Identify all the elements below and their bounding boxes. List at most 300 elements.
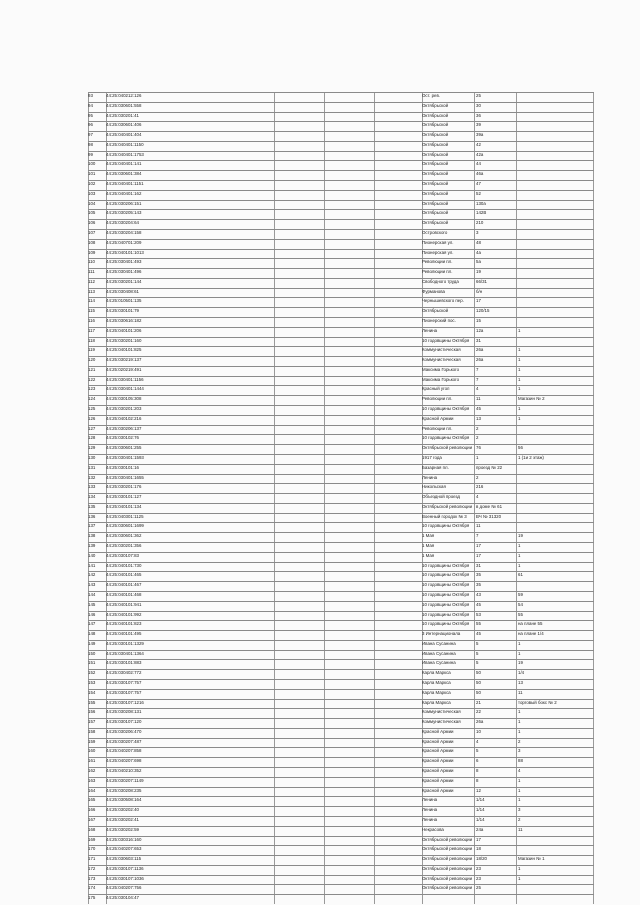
house-number: 216 <box>476 484 484 490</box>
row-number: 118 <box>88 337 95 343</box>
house-number: 66/31 <box>476 278 487 284</box>
street-name: Октябрьской <box>422 181 449 187</box>
cadastral-number: 44:25:040207:653 <box>106 846 142 852</box>
room-note: 59 <box>518 591 523 597</box>
house-number: 17 <box>476 298 481 304</box>
cadastral-number: 44:25:030105:308 <box>106 396 142 402</box>
street-name: Ленина <box>422 474 438 480</box>
row-number: 103 <box>88 190 96 196</box>
cadastral-number: 44:25:040401:1150 <box>106 141 144 147</box>
house-number: 53 <box>476 611 481 617</box>
row-number: 130 <box>88 454 96 460</box>
street-name: Октябрьской <box>422 132 449 138</box>
cadastral-number: 44:25:030402:772 <box>106 670 142 676</box>
room-note: на плане 1/4 <box>518 631 544 637</box>
street-name: Объездной проезд <box>422 494 460 500</box>
cadastral-number: 44:25:040102:216 <box>106 415 142 421</box>
house-number: 24a <box>476 826 484 832</box>
house-number: 21 <box>476 699 481 705</box>
house-number: 25 <box>476 885 481 891</box>
row-number: 172 <box>88 865 96 871</box>
house-number: 12a <box>476 327 484 333</box>
street-name: Октябрьской <box>422 308 449 314</box>
room-note: 3 <box>518 807 521 813</box>
cadastral-number: 44:25:040401:162 <box>106 190 142 196</box>
row-number: 164 <box>88 787 96 793</box>
cadastral-number: 44:25:040210:352 <box>106 768 142 774</box>
row-number: 168 <box>88 826 96 832</box>
house-number: 1 <box>476 454 479 460</box>
cadastral-number: 44:25:040101:206 <box>106 327 142 333</box>
house-number: 18 <box>476 846 481 852</box>
row-number: 134 <box>88 494 96 500</box>
cadastral-number: 44:25:040207:756 <box>106 885 142 891</box>
house-number: 46a <box>476 171 484 177</box>
cadastral-number: 44:25:040207:698 <box>106 758 142 764</box>
cadastral-number: 44:25:030107:1216 <box>106 699 144 705</box>
cadastral-number: 44:25:030208:131 <box>106 709 142 715</box>
cadastral-number: 44:25:040401:141 <box>106 161 142 167</box>
cadastral-number: 44:25:030107:120 <box>106 719 142 725</box>
inventory-table <box>88 92 594 904</box>
row-number: 93 <box>88 93 93 98</box>
house-number: 45 <box>476 406 481 412</box>
street-name: Карла Маркса <box>422 689 451 695</box>
street-name: 10 годовщины Октября <box>422 406 470 412</box>
row-number: 171 <box>88 856 96 862</box>
house-number: 8 <box>476 768 479 774</box>
house-number: 76 <box>476 445 481 451</box>
row-number: 122 <box>88 376 96 382</box>
cadastral-number: 44:25:040401:1151 <box>106 181 144 187</box>
table-row <box>88 894 594 905</box>
street-name: Максима Горького <box>422 366 460 372</box>
row-number: 110 <box>88 259 95 265</box>
room-note: 13 <box>518 679 523 685</box>
house-number: 5 <box>476 748 479 754</box>
row-number: 160 <box>88 748 96 754</box>
cadastral-number: 44:25:030616:182 <box>106 318 142 323</box>
street-name: Октябрьской революции <box>422 503 473 509</box>
row-number: 146 <box>88 611 96 617</box>
cadastral-number: 44:25:030101:16 <box>106 464 139 470</box>
row-number: 102 <box>88 181 96 187</box>
room-note: 1/4 <box>518 670 525 676</box>
cadastral-number: 44:25:040401:404 <box>106 132 142 138</box>
street-name: Пионерский пос. <box>422 318 456 323</box>
house-number: 4 <box>476 386 479 392</box>
room-note: 55 <box>518 611 523 617</box>
street-name: Красной Армии <box>422 758 454 764</box>
row-number: 128 <box>88 435 96 441</box>
street-name: 10 годовщины Октября <box>422 621 470 627</box>
room-note: 19 <box>518 533 523 539</box>
street-name: Карла Маркса <box>422 670 451 676</box>
room-note: 1 <box>518 562 521 568</box>
cadastral-number: 44:25:030601:406 <box>106 122 142 128</box>
room-note: 3 <box>518 748 521 754</box>
house-number: 52 <box>476 190 481 196</box>
house-number: 7 <box>476 533 479 539</box>
cadastral-number: 44:25:040101:823 <box>106 621 142 627</box>
street-name: 10 годовщины Октября <box>422 562 470 568</box>
house-number: 4a <box>476 249 481 255</box>
street-name: Ивана Сусанина <box>422 660 456 666</box>
row-number: 108 <box>88 239 96 245</box>
row-number: 140 <box>88 552 96 558</box>
street-name: Красной Армии <box>422 728 454 734</box>
house-number: 120/15 <box>476 308 490 314</box>
house-number: 6 <box>476 758 479 764</box>
room-note: 61 <box>518 572 523 578</box>
street-name: Ивана Сусанина <box>422 650 456 656</box>
house-number: 7 <box>476 366 479 372</box>
street-name: Октябрьской революции <box>422 856 473 862</box>
room-note: 1 <box>518 865 521 871</box>
cadastral-number: 44:25:030107:757 <box>106 689 142 695</box>
room-note: 1 <box>518 719 521 725</box>
row-number: 175 <box>88 895 96 901</box>
cadastral-number: 44:25:030107:83 <box>106 552 139 558</box>
house-number: 11 <box>476 523 481 529</box>
cadastral-number: 44:25:030601:362 <box>106 533 142 539</box>
cadastral-number: 44:25:030603:115 <box>106 856 142 862</box>
street-name: Чернышевского пер. <box>422 298 464 304</box>
house-number: 36 <box>476 112 481 118</box>
street-name: Ленина <box>422 797 438 803</box>
cadastral-number: 44:25:010501:135 <box>106 298 142 304</box>
cadastral-number: 44:25:030107:1036 <box>106 875 144 881</box>
row-number: 120 <box>88 357 96 363</box>
cadastral-number: 44:25:030104:47 <box>106 895 139 901</box>
cadastral-number: 44:25:030401:1444 <box>106 386 144 392</box>
street-name: Ост. рев. <box>422 93 441 98</box>
cadastral-number: 44:25:030408:61 <box>106 288 139 294</box>
street-name: Октябрьской революции <box>422 865 473 871</box>
row-number: 99 <box>88 151 93 157</box>
row-number: 155 <box>88 699 96 705</box>
street-name: Фурманова <box>422 288 445 294</box>
room-note: 2 <box>518 738 521 744</box>
street-name: Октябрьской <box>422 151 449 157</box>
row-number: 119 <box>88 347 95 353</box>
cadastral-number: 44:25:030101:1329 <box>106 640 144 646</box>
row-number: 115 <box>88 308 95 314</box>
cadastral-number: 44:25:030401:493 <box>106 259 142 265</box>
cadastral-number: 44:25:030206:151 <box>106 200 142 206</box>
street-name: Революции пл. <box>422 425 453 431</box>
row-number: 123 <box>88 386 96 392</box>
house-number: 4 <box>476 738 479 744</box>
row-number: 139 <box>88 543 96 549</box>
row-number: 161 <box>88 758 96 764</box>
street-name: Октябрьской <box>422 102 449 108</box>
street-name: Октябрьской революции <box>422 885 473 891</box>
house-number: 5a <box>476 259 481 265</box>
house-number: 47 <box>476 181 481 187</box>
room-note: 1 <box>518 415 521 421</box>
street-name: 10 годовщины Октября <box>422 611 470 617</box>
room-note: Магазин № 1 <box>518 856 545 862</box>
house-number: 42 <box>476 141 481 147</box>
street-name: Октябрьской <box>422 171 449 177</box>
row-number: 105 <box>88 210 96 216</box>
row-number: 144 <box>88 591 96 597</box>
row-number: 148 <box>88 631 96 637</box>
cadastral-number: 44:25:030204:158 <box>106 229 142 235</box>
cadastral-number: 44:25:030601:384 <box>106 171 142 177</box>
house-number: 31 <box>476 562 481 568</box>
street-name: Октябрьской <box>422 200 449 206</box>
room-note: 54 <box>518 601 523 607</box>
room-note: 1 <box>518 347 521 353</box>
street-name: Островского <box>422 229 448 235</box>
cadastral-number: 44:25:030101:883 <box>106 660 142 666</box>
house-number: 7 <box>476 376 479 382</box>
street-name: Базарная пл. <box>422 464 449 470</box>
house-number: 1/14 <box>476 807 485 813</box>
house-number: 35 <box>476 572 481 578</box>
cadastral-number: 44:25:030508:164 <box>106 797 142 803</box>
cadastral-number: 44:25:030601:1699 <box>106 523 144 529</box>
street-name: Свободного труда <box>422 278 459 284</box>
cadastral-number: 44:25:030107:1136 <box>106 865 144 871</box>
house-number: 30 <box>476 102 481 108</box>
room-note: 1 <box>518 728 521 734</box>
street-name: 10 годовщины Октября <box>422 572 470 578</box>
row-number: 157 <box>88 719 96 725</box>
cadastral-number: 44:25:030202:41 <box>106 816 139 822</box>
room-note: на плане 55 <box>518 621 543 627</box>
cadastral-number: 44:25:030205:143 <box>106 210 142 216</box>
room-note: 1 <box>518 650 521 656</box>
row-number: 111 <box>88 269 95 275</box>
room-note: торговый бокс № 2 <box>518 699 557 705</box>
street-name: Некрасова <box>422 826 444 832</box>
row-number: 142 <box>88 572 96 578</box>
street-name: Красной Армии <box>422 738 454 744</box>
street-name: Революции пл. <box>422 269 453 275</box>
street-name: Максима Горького <box>422 376 460 382</box>
cadastral-number: 44:25:030102:76 <box>106 435 139 441</box>
row-number: 107 <box>88 229 96 235</box>
cadastral-number: 44:25:040301:1125 <box>106 513 144 519</box>
house-number: в доме № 61 <box>476 503 503 509</box>
house-number: ВЧ № 31320 <box>476 513 502 519</box>
cadastral-number: 44:25:030601:558 <box>106 102 142 108</box>
cadastral-number: 44:25:040101:941 <box>106 601 142 607</box>
house-number: 25 <box>476 93 481 98</box>
room-note: 1 <box>518 357 521 363</box>
cadastral-number: 44:25:040401:1753 <box>106 151 144 157</box>
row-number: 154 <box>88 689 96 695</box>
street-name: Октябрьской <box>422 190 449 196</box>
row-number: 95 <box>88 112 93 118</box>
street-name: 10 годовщины Октября <box>422 591 470 597</box>
street-name: 1 Мая <box>422 543 435 549</box>
cadastral-number: 44:25:030401:1593 <box>106 454 144 460</box>
house-number: 48 <box>476 239 481 245</box>
row-number: 162 <box>88 768 96 774</box>
cadastral-number: 44:25:030202:40 <box>106 807 139 813</box>
street-name: Октябрьской <box>422 161 449 167</box>
cadastral-number: 44:25:030204:64 <box>106 220 139 226</box>
street-name: Октябрьской <box>422 141 449 147</box>
cadastral-number: 44:25:030207:487 <box>106 738 142 744</box>
room-note: 11 <box>518 689 523 695</box>
house-number: 15 <box>476 318 481 323</box>
room-note: 1 <box>518 875 521 881</box>
street-name: 10 годовщины Октября <box>422 601 470 607</box>
street-name: Пионерская ул. <box>422 239 454 245</box>
cadastral-number: 44:25:040212:126 <box>106 93 142 98</box>
row-number: 151 <box>88 660 96 666</box>
street-name: Карла Маркса <box>422 679 451 685</box>
street-name: 10 годовщины Октября <box>422 582 470 588</box>
house-number: 43 <box>476 591 481 597</box>
house-number: б/н <box>476 288 483 294</box>
cadastral-number: 44:25:030201:144 <box>106 278 142 284</box>
house-number: 17 <box>476 836 481 842</box>
house-number: 26a <box>476 357 484 363</box>
row-number: 158 <box>88 728 96 734</box>
cadastral-number: 44:25:030316:160 <box>106 836 142 842</box>
row-number: 169 <box>88 836 96 842</box>
street-name: Октябрьской <box>422 112 449 118</box>
row-number: 114 <box>88 298 95 304</box>
street-name: 10 годовщины Октября <box>422 523 470 529</box>
cadastral-number: 44:25:040101:465 <box>106 572 142 578</box>
street-name: Коммунистическая <box>422 347 461 353</box>
street-name: Карла Маркса <box>422 699 451 705</box>
street-name: Красной Армии <box>422 748 454 754</box>
cadastral-number: 44:25:030101:79 <box>106 308 139 314</box>
row-number: 163 <box>88 777 96 783</box>
house-number: 11 <box>476 396 481 402</box>
house-number: 13 <box>476 415 481 421</box>
cadastral-number: 44:25:030201:356 <box>106 543 142 549</box>
cadastral-number: 44:25:030219:137 <box>106 357 142 363</box>
row-number: 152 <box>88 670 96 676</box>
row-number: 156 <box>88 709 96 715</box>
street-name: Октябрьской революции <box>422 836 473 842</box>
house-number: 50 <box>476 689 481 695</box>
street-name: Революции пл. <box>422 259 453 265</box>
row-number: 129 <box>88 445 96 451</box>
room-note: 1 <box>518 386 521 392</box>
street-name: Красный угол <box>422 386 450 392</box>
row-number: 106 <box>88 220 96 226</box>
room-note: 2 <box>518 816 521 822</box>
cadastral-number: 44:25:030208:235 <box>106 787 142 793</box>
row-number: 174 <box>88 885 96 891</box>
street-name: Революции пл. <box>422 396 453 402</box>
row-number: 153 <box>88 679 96 685</box>
row-number: 112 <box>88 278 95 284</box>
cadastral-number: 44:25:040701:209 <box>106 239 142 245</box>
row-number: 133 <box>88 484 96 490</box>
house-number: проезд № 22 <box>476 464 503 470</box>
street-name: Ленина <box>422 816 438 822</box>
row-number: 166 <box>88 807 96 813</box>
row-number: 145 <box>88 601 96 607</box>
house-number: 5 <box>476 660 479 666</box>
room-note: 1 <box>518 406 521 412</box>
room-note: 1 <box>518 777 521 783</box>
street-name: Красной Армии <box>422 787 454 793</box>
street-name: Коммунистическая <box>422 357 461 363</box>
room-note: 1 <box>518 709 521 715</box>
house-number: 4 <box>476 494 479 500</box>
house-number: 1/14 <box>476 797 485 803</box>
row-number: 167 <box>88 816 96 822</box>
street-name: 10 годовщины Октября <box>422 337 470 343</box>
house-number: 2 <box>476 435 479 441</box>
street-name: Никольская <box>422 484 446 490</box>
house-number: 42a <box>476 151 484 157</box>
street-name: Коммунистическая <box>422 709 461 715</box>
row-number: 113 <box>88 288 95 294</box>
house-number: 22 <box>476 709 481 715</box>
row-number: 165 <box>88 797 96 803</box>
row-number: 159 <box>88 738 96 744</box>
room-note: Магазин № 2 <box>518 396 545 402</box>
house-number: 142B <box>476 210 487 216</box>
cadastral-number: 44:25:040207:858 <box>106 748 142 754</box>
street-name: 10 годовщины Октября <box>422 435 470 441</box>
room-note: 1 <box>518 640 521 646</box>
row-number: 147 <box>88 621 96 627</box>
house-number: 12 <box>476 787 481 793</box>
house-number: 17 <box>476 543 481 549</box>
row-number: 100 <box>88 161 96 167</box>
street-name: Октябрьской <box>422 220 449 226</box>
house-number: 210 <box>476 220 484 226</box>
row-number: 94 <box>88 102 93 108</box>
house-number: 26a <box>476 719 484 725</box>
row-number: 136 <box>88 513 96 519</box>
house-number: 10 <box>476 728 481 734</box>
room-note: 11 <box>518 826 523 832</box>
cadastral-number: 44:25:030401:1364 <box>106 650 144 656</box>
cadastral-number: 44:25:030206:470 <box>106 728 142 734</box>
row-number: 170 <box>88 846 96 852</box>
cadastral-number: 44:25:030201:41 <box>106 112 139 118</box>
cadastral-number: 44:25:020219:491 <box>106 366 142 372</box>
house-number: 2 <box>476 474 479 480</box>
cadastral-number: 44:25:030601:255 <box>106 445 142 451</box>
street-name: Коммунистическая <box>422 719 461 725</box>
house-number: 39a <box>476 132 484 138</box>
row-number: 141 <box>88 562 96 568</box>
house-number: 17 <box>476 552 481 558</box>
house-number: 39 <box>476 122 481 128</box>
room-note: 1 <box>518 797 521 803</box>
cadastral-number: 44:25:030201:160 <box>106 337 142 343</box>
street-name: 1917 года <box>422 454 442 460</box>
cadastral-number: 44:25:030107:757 <box>106 679 142 685</box>
house-number: 5 <box>476 640 479 646</box>
row-number: 116 <box>88 318 95 323</box>
house-number: 23 <box>476 865 481 871</box>
cadastral-number: 44:25:040101:495 <box>106 631 142 637</box>
cadastral-number: 44:25:030401:1655 <box>106 474 144 480</box>
house-number: 2 <box>476 425 479 431</box>
house-number: 45 <box>476 631 481 637</box>
street-name: Октябрьской революции <box>422 875 473 881</box>
cadastral-number: 44:25:040101:134 <box>106 503 142 509</box>
house-number: 1/14 <box>476 816 485 822</box>
